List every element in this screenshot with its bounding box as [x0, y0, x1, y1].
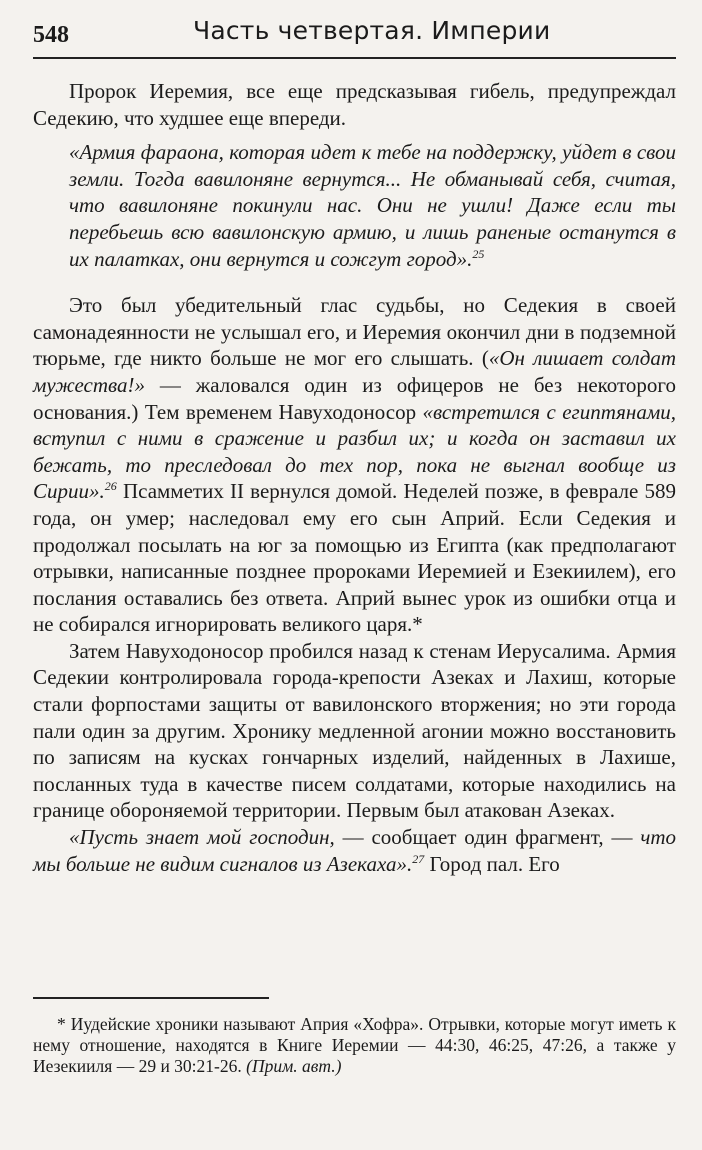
paragraph-4-quote-c: что мы больше не видим сигналов из Азекаха».	[33, 825, 677, 876]
quote-jeremiah	[69, 139, 676, 272]
paragraph-4	[33, 824, 676, 877]
footnote-author-note: (Прим. авт.)	[246, 1056, 342, 1076]
quote-text: «Армия фараона, которая идет к тебе на поддержку, уйдет в свои земли. Тогда вавилоняне вернутся... Не обманывай себя, считая, что вавилоняне покинули нас. Они не ушли! Даже если ты перебьешь всю вавилонскую армию, и лишь раненые останутся в их палатках, они вернутся и сожгут город».	[69, 140, 676, 271]
footnote-ref-26[interactable]: 26	[104, 479, 117, 494]
footnote-ref-27[interactable]: 27	[412, 851, 425, 866]
header-rule	[33, 57, 676, 59]
paragraph-4-part-b: — сообщает один фрагмент, —	[334, 825, 641, 850]
footnote-ref-25[interactable]: 25	[472, 246, 485, 261]
main-text	[33, 78, 676, 877]
paragraph-3: Затем Навуходоносор пробился назад к стенам Иерусалима. Армия Седекии контролировала города-крепости Азеках и Лахиш, которые стали форпостами защиты от вавилонского вторжения; но эти города пали один за другим. Хронику медленной агонии можно восстановить по записям на кусках гончарных изделий, найденных в Лахише, посланных туда в качестве писем солдатами, которые находились на границе обороняемой территории. Первым был атакован Азеках.	[33, 638, 676, 823]
paragraph-2-part-c: — жаловался один из офицеров не без некоторого основания.) Тем временем Навуходоносор	[33, 372, 676, 424]
page-number: 548	[33, 22, 69, 48]
paragraph-4-part-d: Город пал. Его	[424, 851, 560, 876]
paragraph-2-quote-officer: «Он лишает солдат мужества!»	[33, 346, 676, 397]
footnote-body: * Иудейские хроники называют Априя «Хофра». Отрывки, которые могут иметь к нему отношение, находятся в Книге Иеремии — 44:30, 46:25, 47:26, а также у Иезекииля — 29 и 30:21-26.	[33, 1014, 676, 1076]
footnote	[33, 1014, 676, 1077]
paragraph-4-quote-a: «Пусть знает мой господин,	[69, 825, 335, 850]
footnote-text	[33, 1014, 676, 1077]
paragraph-2-quote-chronicle: «встретился с египтянами, вступил с ними в сражение и разбил их; и когда он заставил их бежать, то преследовал до тех пор, пока не выгнал вообще из Сирии».	[33, 399, 676, 504]
page-header	[33, 10, 674, 54]
paragraph-2-part-e: Псамметих II вернулся домой. Неделей позже, в феврале 589 года, он умер; наследовал ему его сын Априй. Если Седекия и продолжал посылать на юг за помощью из Египта (как предполагают отрывки, написанные позднее пророками Иеремией и Езекиилем), его послания оставались без ответа. Априй вынес урок из ошибки отца и не собирался игнорировать великого царя.*	[33, 479, 676, 637]
paragraph-1: Пророк Иеремия, все еще предсказывая гибель, предупреждал Седекию, что худшее еще впереди.	[33, 79, 676, 130]
paragraph-2-part-a: Это был убедительный глас судьбы, но Седекия в своей самонадеянности не услышал его, и Иеремия окончил дни в подземной тюрьме, где никто больше не мог его слышать. (	[33, 293, 676, 371]
running-title: Часть четвертая. Империи	[193, 16, 551, 45]
paragraph-2	[33, 292, 676, 638]
footnote-rule	[33, 997, 269, 999]
